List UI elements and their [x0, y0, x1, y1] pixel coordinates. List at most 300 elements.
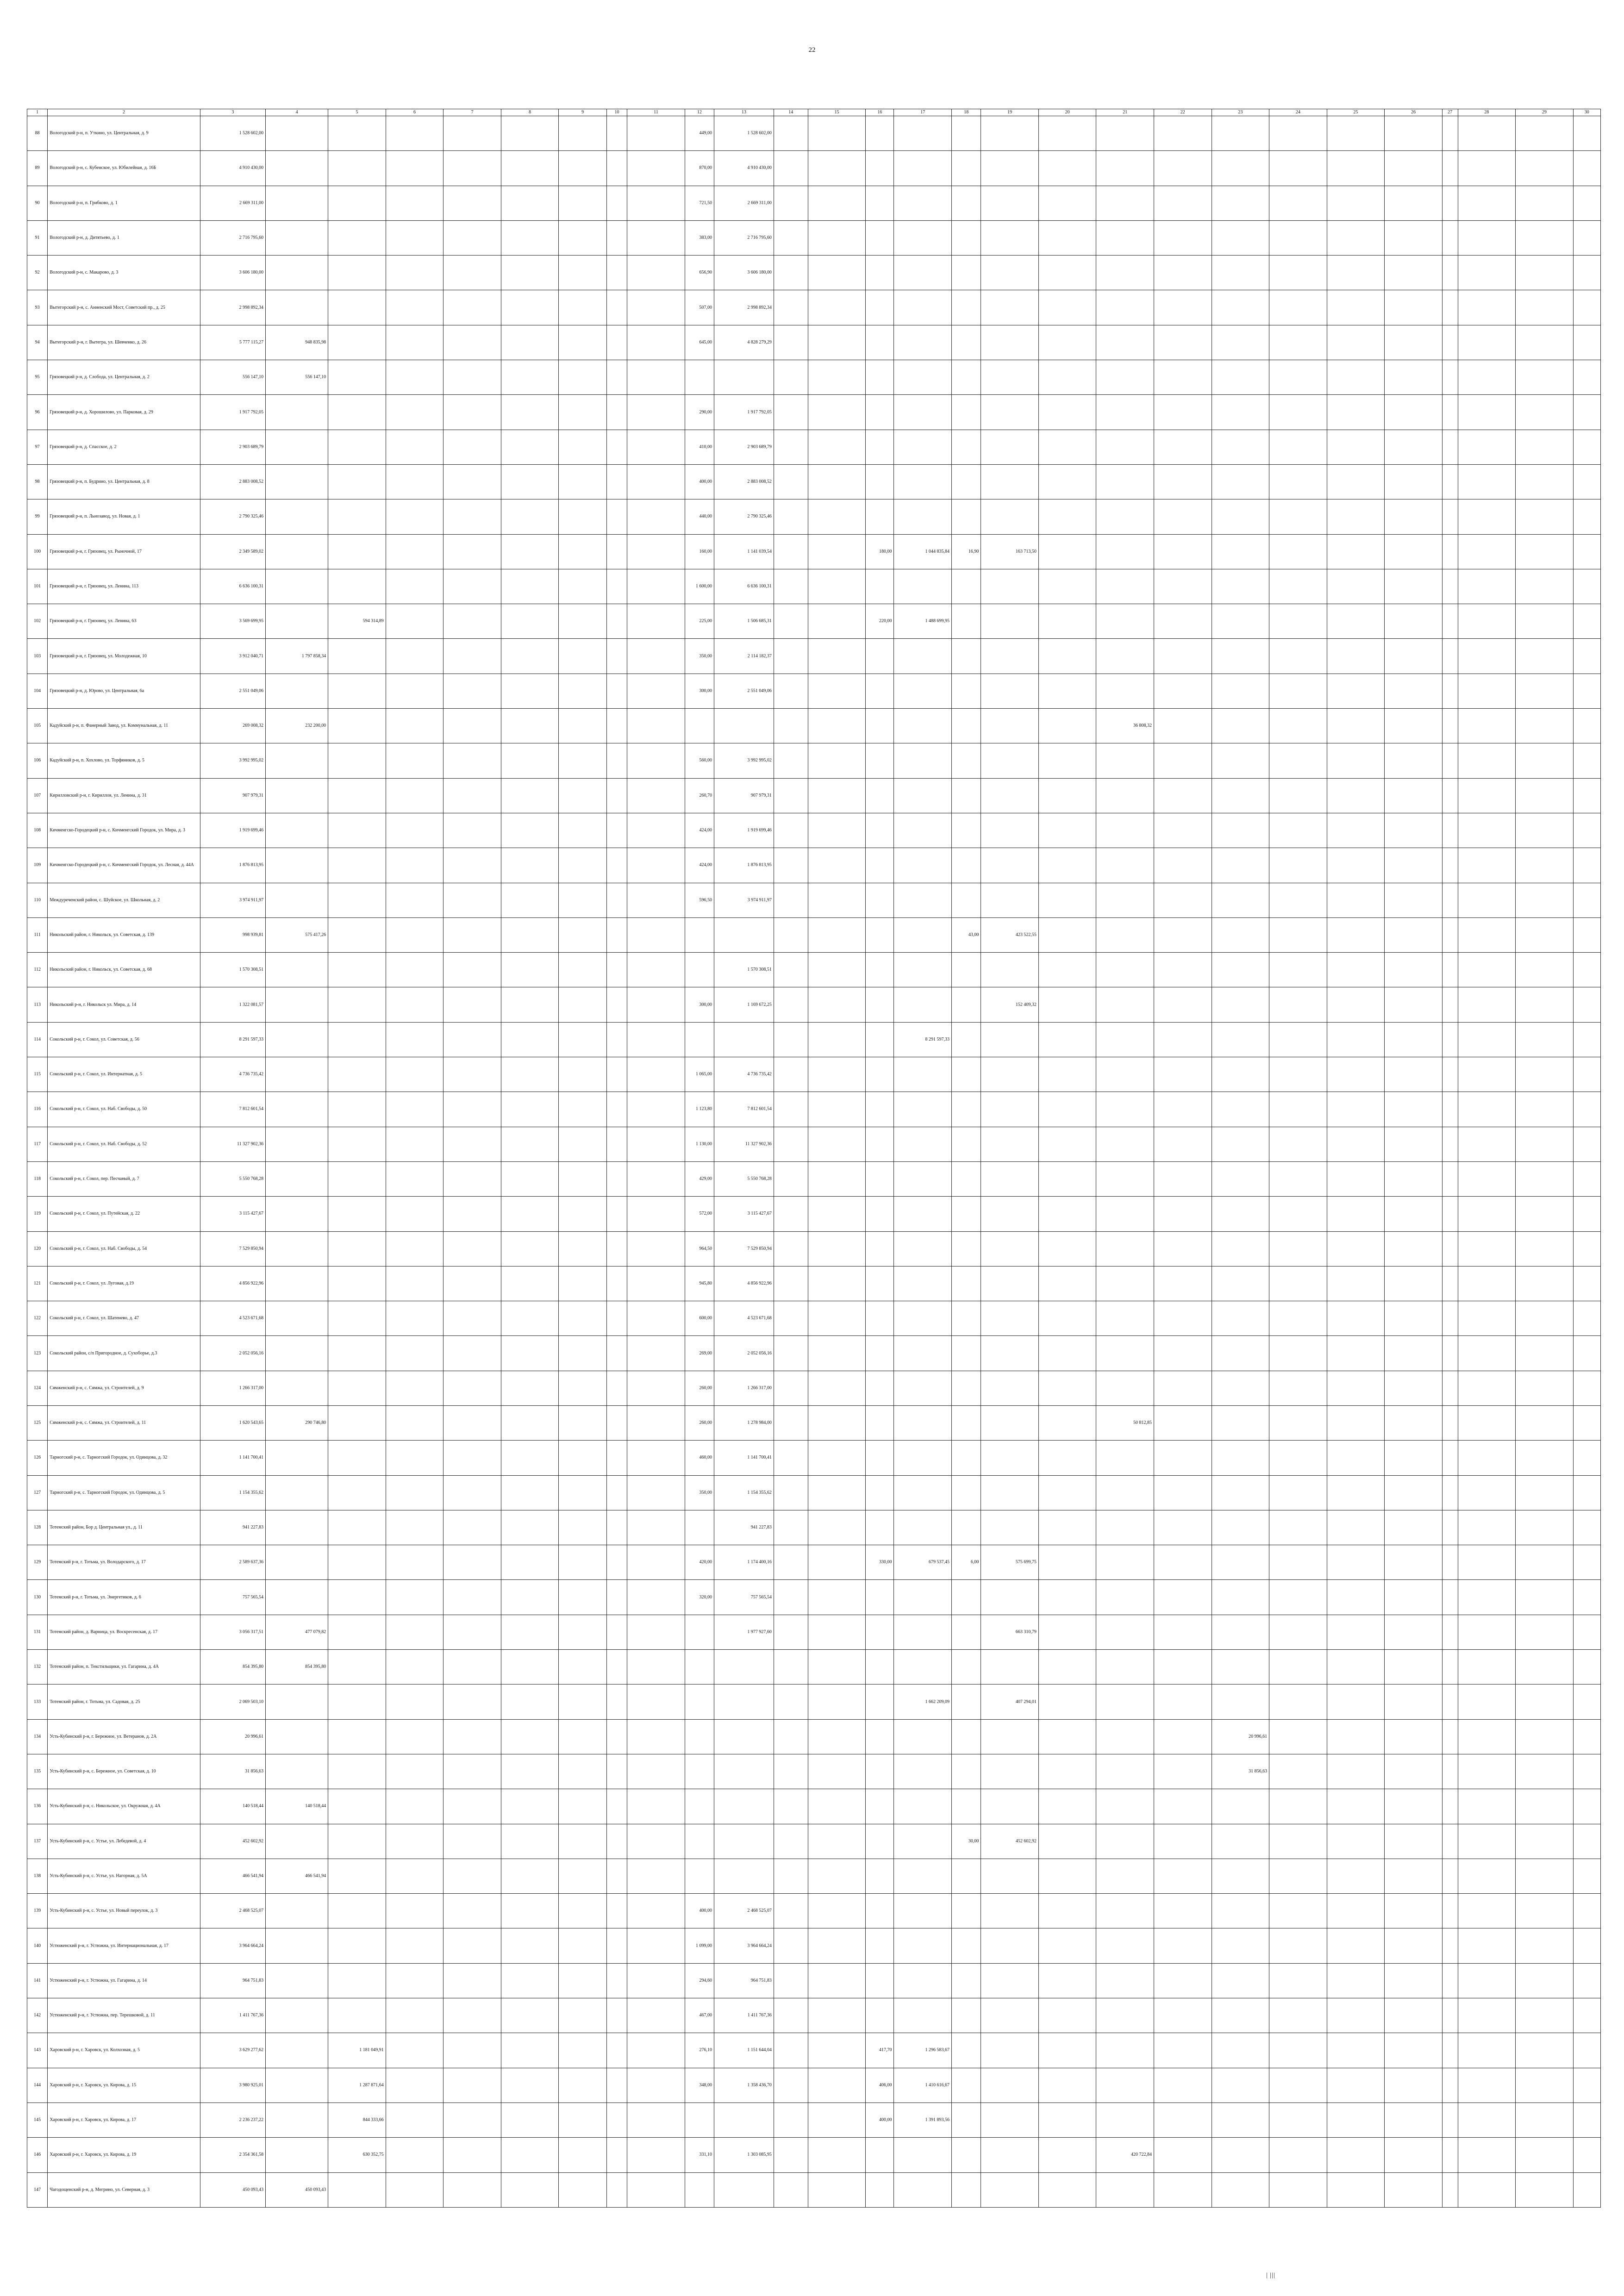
value-cell [266, 534, 328, 569]
table-row [27, 430, 1601, 464]
value-cell [808, 290, 866, 325]
value-cell [894, 674, 952, 708]
value-cell [606, 848, 627, 883]
value-cell [501, 987, 559, 1022]
value-cell [774, 639, 808, 674]
value-cell [1212, 1545, 1269, 1580]
value-cell [1458, 2103, 1516, 2137]
value-cell [952, 778, 981, 813]
value-cell [1385, 1650, 1443, 1685]
value-cell [1573, 953, 1600, 987]
value-cell [952, 290, 981, 325]
column-number-header: 9 [559, 109, 606, 116]
value-cell [1096, 1545, 1154, 1580]
value-cell [266, 430, 328, 464]
value-cell [443, 848, 501, 883]
row-number-cell: 125 [27, 1405, 48, 1440]
value-cell: 1 151 644,04 [714, 2033, 774, 2068]
value-cell [1154, 1928, 1212, 1963]
value-cell [443, 883, 501, 917]
value-cell [606, 1092, 627, 1127]
value-cell [1154, 360, 1212, 395]
row-number-cell: 94 [27, 325, 48, 360]
address-cell: Никольский р-н, г. Никольск ул. Мира, д. 14 [48, 987, 200, 1022]
value-cell [774, 987, 808, 1022]
value-cell [1038, 1650, 1096, 1685]
value-cell [1442, 1510, 1458, 1545]
value-cell [894, 1928, 952, 1963]
value-cell [443, 1650, 501, 1685]
value-cell [685, 1650, 714, 1685]
value-cell [606, 1057, 627, 1092]
value-cell [443, 360, 501, 395]
value-cell [774, 1441, 808, 1475]
value-cell [328, 325, 386, 360]
value-cell: 410,00 [685, 430, 714, 464]
value-cell [501, 186, 559, 220]
value-cell [559, 1615, 606, 1649]
value-cell [1154, 1719, 1212, 1754]
value-cell [606, 1231, 627, 1266]
value-cell [1327, 813, 1385, 848]
value-cell [1458, 1580, 1516, 1615]
table-row [27, 360, 1601, 395]
value-cell [1327, 743, 1385, 778]
value-cell [1212, 116, 1269, 151]
value-cell [1038, 1371, 1096, 1405]
row-number-cell: 91 [27, 220, 48, 255]
value-cell: 941 227,83 [714, 1510, 774, 1545]
value-cell [894, 1127, 952, 1161]
value-cell [1442, 151, 1458, 186]
value-cell [774, 1057, 808, 1092]
value-cell [1269, 1405, 1327, 1440]
value-cell [774, 2103, 808, 2137]
value-cell [981, 290, 1039, 325]
value-cell [1516, 1928, 1574, 1963]
value-cell [1154, 604, 1212, 639]
value-cell [266, 220, 328, 255]
table-row [27, 1545, 1601, 1580]
value-cell [1327, 395, 1385, 430]
value-cell [1154, 1197, 1212, 1231]
value-cell [981, 709, 1039, 743]
value-cell [1458, 1754, 1516, 1789]
value-cell: 572,00 [685, 1197, 714, 1231]
value-cell [443, 1859, 501, 1893]
value-cell [1212, 1057, 1269, 1092]
value-cell [1442, 917, 1458, 952]
value-cell: 6 636 100,31 [200, 569, 265, 604]
value-cell: 556 147,10 [200, 360, 265, 395]
value-cell [981, 360, 1039, 395]
value-cell [1573, 1371, 1600, 1405]
value-cell [1327, 1092, 1385, 1127]
value-cell [808, 2138, 866, 2172]
value-cell [1038, 639, 1096, 674]
value-cell [1038, 256, 1096, 290]
value-cell [386, 1231, 443, 1266]
value-cell [952, 883, 981, 917]
value-cell [328, 709, 386, 743]
value-cell [808, 709, 866, 743]
address-cell: Сокольский р-н, г. Сокол, ул. Путейская, д. 22 [48, 1197, 200, 1231]
value-cell [1442, 1092, 1458, 1127]
value-cell [559, 499, 606, 534]
value-cell [1573, 499, 1600, 534]
value-cell [606, 1197, 627, 1231]
value-cell [894, 1789, 952, 1824]
column-number-header: 17 [894, 109, 952, 116]
value-cell [1096, 987, 1154, 1022]
value-cell [1269, 464, 1327, 499]
value-cell [1212, 1336, 1269, 1371]
value-cell [559, 709, 606, 743]
value-cell [774, 534, 808, 569]
value-cell [1458, 1859, 1516, 1893]
value-cell [627, 1336, 685, 1371]
value-cell [1573, 1161, 1600, 1196]
value-cell [1516, 1963, 1574, 1998]
value-cell [1154, 743, 1212, 778]
address-cell: Усть-Кубинский р-н, с. Устье, ул. Нагорная, д. 5А [48, 1859, 200, 1893]
value-cell [501, 1022, 559, 1057]
table-row [27, 1301, 1601, 1336]
value-cell [1385, 499, 1443, 534]
value-cell [386, 2068, 443, 2103]
value-cell [1385, 1859, 1443, 1893]
value-cell [685, 953, 714, 987]
value-cell [328, 1092, 386, 1127]
value-cell [952, 743, 981, 778]
value-cell [1458, 1545, 1516, 1580]
value-cell [866, 953, 894, 987]
value-cell [266, 1057, 328, 1092]
value-cell [386, 1719, 443, 1754]
value-cell [1096, 1859, 1154, 1893]
value-cell [1327, 953, 1385, 987]
value-cell [627, 813, 685, 848]
value-cell [1154, 1231, 1212, 1266]
value-cell [1212, 1405, 1269, 1440]
value-cell [894, 569, 952, 604]
address-cell: Грязовецкий р-н, г. Грязовец, ул. Ленина, 113 [48, 569, 200, 604]
value-cell [386, 395, 443, 430]
value-cell [1385, 1685, 1443, 1719]
value-cell [894, 1405, 952, 1440]
value-cell: 350,00 [685, 1475, 714, 1510]
value-cell [981, 953, 1039, 987]
row-number-cell: 147 [27, 2172, 48, 2207]
value-cell [952, 709, 981, 743]
value-cell [808, 1057, 866, 1092]
value-cell [1458, 430, 1516, 464]
value-cell [1385, 1336, 1443, 1371]
row-number-cell: 103 [27, 639, 48, 674]
value-cell: 2 349 589,02 [200, 534, 265, 569]
value-cell [386, 1824, 443, 1859]
value-cell [1458, 1405, 1516, 1440]
column-number-header: 28 [1458, 109, 1516, 116]
value-cell [952, 256, 981, 290]
value-cell [1516, 987, 1574, 1022]
value-cell [266, 1510, 328, 1545]
value-cell [1212, 953, 1269, 987]
value-cell: 140 518,44 [200, 1789, 265, 1824]
value-cell [386, 1092, 443, 1127]
row-number-cell: 113 [27, 987, 48, 1022]
value-cell [328, 1650, 386, 1685]
value-cell [627, 604, 685, 639]
value-cell [266, 1754, 328, 1789]
value-cell: 3 964 664,24 [714, 1928, 774, 1963]
value-cell: 452 602,92 [200, 1824, 265, 1859]
value-cell [952, 1405, 981, 1440]
value-cell [266, 1092, 328, 1127]
value-cell [952, 1685, 981, 1719]
value-cell [1385, 813, 1443, 848]
value-cell [774, 1161, 808, 1196]
value-cell [328, 1824, 386, 1859]
value-cell [606, 256, 627, 290]
value-cell: 1 528 602,00 [714, 116, 774, 151]
value-cell [1154, 1022, 1212, 1057]
value-cell [981, 1371, 1039, 1405]
address-cell: Устюженский р-н, г. Устюжна, ул. Гагарина, д. 14 [48, 1963, 200, 1998]
value-cell [443, 1475, 501, 1510]
value-cell [627, 1510, 685, 1545]
value-cell: 870,00 [685, 151, 714, 186]
value-cell [1327, 1615, 1385, 1649]
value-cell [1154, 848, 1212, 883]
value-cell [866, 1754, 894, 1789]
table-row [27, 2033, 1601, 2068]
value-cell [1573, 883, 1600, 917]
value-cell: 320,00 [685, 1580, 714, 1615]
value-cell [1458, 116, 1516, 151]
value-cell [774, 1405, 808, 1440]
value-cell [1458, 1615, 1516, 1649]
value-cell [1212, 256, 1269, 290]
row-number-cell: 137 [27, 1824, 48, 1859]
value-cell [1516, 1371, 1574, 1405]
value-cell [627, 1685, 685, 1719]
value-cell [952, 464, 981, 499]
row-number-cell: 109 [27, 848, 48, 883]
value-cell [443, 1022, 501, 1057]
value-cell [443, 1754, 501, 1789]
value-cell: 3 974 911,97 [200, 883, 265, 917]
row-number-cell: 102 [27, 604, 48, 639]
value-cell: 2 998 892,34 [714, 290, 774, 325]
value-cell [1154, 1161, 1212, 1196]
value-cell [774, 1615, 808, 1649]
row-number-cell: 131 [27, 1615, 48, 1649]
table-row [27, 778, 1601, 813]
value-cell [559, 534, 606, 569]
value-cell [1038, 116, 1096, 151]
value-cell [1269, 2103, 1327, 2137]
address-cell: Сокольский р-н, г. Сокол, ул. Луговая, д.19 [48, 1266, 200, 1301]
value-cell: 645,00 [685, 325, 714, 360]
value-cell [1458, 1371, 1516, 1405]
value-cell [443, 1685, 501, 1719]
value-cell [559, 1545, 606, 1580]
value-cell [627, 569, 685, 604]
value-cell [1385, 674, 1443, 708]
value-cell: 1 174 400,16 [714, 1545, 774, 1580]
value-cell [1573, 2138, 1600, 2172]
value-cell [685, 1754, 714, 1789]
value-cell [1442, 953, 1458, 987]
value-cell [386, 360, 443, 395]
value-cell [1516, 953, 1574, 987]
value-cell [952, 151, 981, 186]
value-cell [443, 1441, 501, 1475]
column-number-header: 7 [443, 109, 501, 116]
value-cell [1038, 2033, 1096, 2068]
value-cell [1154, 1266, 1212, 1301]
value-cell: 11 327 902,36 [714, 1127, 774, 1161]
value-cell [501, 1231, 559, 1266]
value-cell [501, 674, 559, 708]
value-cell: 1 528 602,00 [200, 116, 265, 151]
value-cell [1154, 1859, 1212, 1893]
value-cell [866, 1371, 894, 1405]
value-cell [627, 116, 685, 151]
value-cell [1154, 1998, 1212, 2033]
value-cell [894, 1266, 952, 1301]
value-cell [328, 1685, 386, 1719]
value-cell [501, 256, 559, 290]
value-cell: 1 570 308,51 [714, 953, 774, 987]
value-cell [627, 290, 685, 325]
row-number-cell: 108 [27, 813, 48, 848]
value-cell: 3 992 995,02 [200, 743, 265, 778]
value-cell [627, 1441, 685, 1475]
value-cell: 1 488 699,95 [894, 604, 952, 639]
value-cell [1385, 1615, 1443, 1649]
value-cell [894, 883, 952, 917]
value-cell [1385, 604, 1443, 639]
value-cell [981, 220, 1039, 255]
table-row [27, 499, 1601, 534]
table-row [27, 1685, 1601, 1719]
value-cell [981, 1998, 1039, 2033]
value-cell [1516, 639, 1574, 674]
table-row [27, 2172, 1601, 2207]
value-cell [443, 2103, 501, 2137]
value-cell [606, 1650, 627, 1685]
value-cell [266, 848, 328, 883]
value-cell [1442, 709, 1458, 743]
value-cell [808, 325, 866, 360]
value-cell [501, 151, 559, 186]
value-cell [1458, 1475, 1516, 1510]
value-cell [981, 569, 1039, 604]
table-row [27, 1998, 1601, 2033]
value-cell [1096, 1894, 1154, 1928]
value-cell [559, 1754, 606, 1789]
row-number-cell: 115 [27, 1057, 48, 1092]
value-cell [1096, 1963, 1154, 1998]
value-cell [774, 116, 808, 151]
value-cell [1516, 1057, 1574, 1092]
value-cell [443, 1998, 501, 2033]
value-cell [627, 1928, 685, 1963]
value-cell: 1 099,00 [685, 1928, 714, 1963]
value-cell [1154, 1441, 1212, 1475]
value-cell [443, 116, 501, 151]
value-cell [774, 813, 808, 848]
row-number-cell: 100 [27, 534, 48, 569]
value-cell [1458, 987, 1516, 1022]
value-cell [1212, 325, 1269, 360]
value-cell [952, 1859, 981, 1893]
value-cell: 2 716 795,60 [714, 220, 774, 255]
value-cell: 2 052 056,16 [714, 1336, 774, 1371]
value-cell [1269, 987, 1327, 1022]
value-cell [501, 1545, 559, 1580]
value-cell [1327, 2138, 1385, 2172]
value-cell [1458, 883, 1516, 917]
value-cell [1269, 604, 1327, 639]
value-cell [1038, 709, 1096, 743]
value-cell: 1 141 039,54 [714, 534, 774, 569]
value-cell [981, 1510, 1039, 1545]
table-row [27, 743, 1601, 778]
value-cell [1385, 1405, 1443, 1440]
value-cell [1385, 360, 1443, 395]
value-cell [386, 813, 443, 848]
value-cell [774, 848, 808, 883]
value-cell [443, 1545, 501, 1580]
value-cell [952, 1475, 981, 1510]
value-cell [328, 220, 386, 255]
column-number-header: 6 [386, 109, 443, 116]
row-number-cell: 119 [27, 1197, 48, 1231]
value-cell: 2 883 008,52 [200, 464, 265, 499]
value-cell [894, 360, 952, 395]
value-cell [894, 813, 952, 848]
value-cell [1096, 1789, 1154, 1824]
row-number-cell: 114 [27, 1022, 48, 1057]
value-cell [981, 1754, 1039, 1789]
value-cell [1327, 1998, 1385, 2033]
value-cell [1154, 1963, 1212, 1998]
value-cell [1442, 325, 1458, 360]
value-cell [1516, 1266, 1574, 1301]
value-cell [443, 604, 501, 639]
value-cell [328, 2172, 386, 2207]
value-cell [501, 1615, 559, 1649]
value-cell [606, 220, 627, 255]
value-cell: 269,00 [685, 1336, 714, 1371]
value-cell [266, 953, 328, 987]
value-cell [501, 464, 559, 499]
value-cell [1573, 1405, 1600, 1440]
value-cell [866, 1615, 894, 1649]
value-cell [808, 1580, 866, 1615]
value-cell: 507,00 [685, 290, 714, 325]
value-cell [866, 186, 894, 220]
value-cell [386, 116, 443, 151]
value-cell: 290 746,80 [266, 1405, 328, 1440]
value-cell [1458, 1231, 1516, 1266]
row-number-cell: 107 [27, 778, 48, 813]
value-cell: 596,50 [685, 883, 714, 917]
value-cell [1212, 2138, 1269, 2172]
